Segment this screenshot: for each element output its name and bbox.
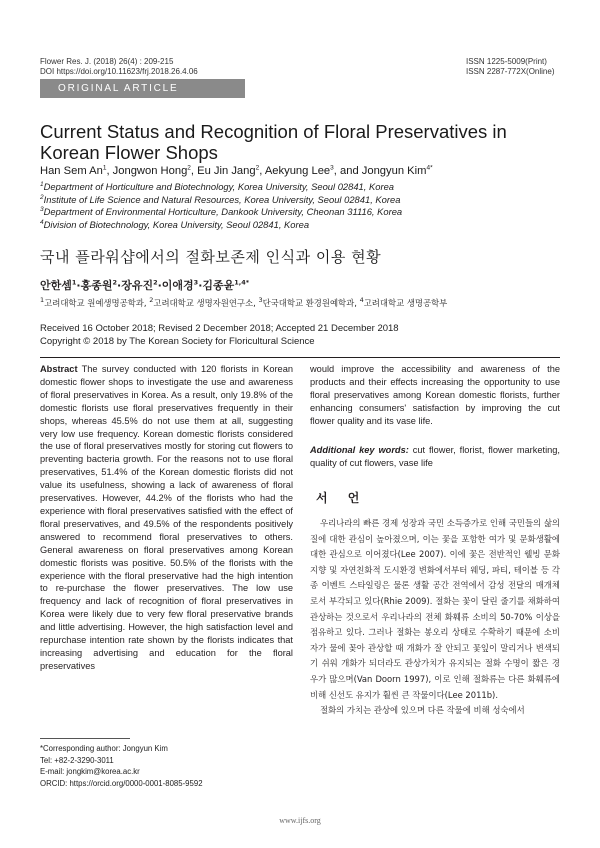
paper-title: Current Status and Recognition of Floral Preservatives in Korean Flower Shops <box>40 121 507 163</box>
paragraph: 우리나라의 빠른 경제 성장과 국민 소득증가로 인해 국민들의 삶의 질에 대한 관심이 높아졌으며, 이는 꽃을 포함한 여가 및 문화생활에 대한 관심으로 이어졌다(Lee 2007). 이에 꽃은 전반적인 웰빙 문화 지향 및 자연친화적 도시환경 변화에서부터 웨딩, 파티, 테이블 등 각종 이벤트 스타일링은 물론 생활 공간 전역에서 감성 전달의 매개체로서 부각되고 있다(Rhie 2009). 절화는 꽃이 달린 줄기를 채화하여 관상하는 것으로서 우리나라의 전체 화훼류 소비의 50-70% 이상을 점유하고 있다. 그러나 절화는 봉오리 상태로 수확하기 때문에 소비자가 물에 꽂아 관상할 때 개화가 잘 안되고 꽃잎이 말리거나 변색되기 쉬워 개화가 되더라도 관상가치가 유지되는 절화 수명이 짧은 경우가 많으며(Van Doorn 1997), 이로 인해 절화류는 다른 화훼류에 비해 신선도 유지가 훨씬 큰 작물이다(Lee 2011b). <box>310 518 560 700</box>
telephone: Tel: +82-2-3290-3011 <box>40 755 114 765</box>
keywords-text: cut flower, florist, flower marketing, quality of cut flowers, vase life <box>310 445 561 468</box>
orcid-link[interactable]: ORCID: https://orcid.org/0000-0001-8085-9592 <box>40 778 203 788</box>
author-affiliation-mark: 1 <box>102 164 107 172</box>
affiliation-line: $^4$Division of Biotechnology, Korea University, Seoul 02841, Korea <box>40 218 310 230</box>
author-list <box>40 165 433 177</box>
affiliation-line: $^2$Institute of Life Science and Natural Resources, Korea University, Seoul 02841, Korea <box>40 193 401 205</box>
publication-history <box>40 322 399 348</box>
korean-title: 국내 플라워샵에서의 절화보존제 인식과 이용 현황 <box>40 248 382 266</box>
keywords-block <box>310 444 560 470</box>
email-link[interactable]: E-mail: jongkim@korea.ac.kr <box>40 767 140 777</box>
copyright-line: Copyright © 2018 by The Korean Society for Floricultural Science <box>40 336 315 347</box>
author-name: , Jongwon Hong <box>106 165 188 177</box>
correspondence-footnote <box>40 743 203 789</box>
author-name: , and Jongyun Kim <box>333 165 427 177</box>
author-affiliation-mark: 2 <box>187 164 191 172</box>
author-name: , Aekyung Lee <box>259 165 331 177</box>
abstract-label: Abstract <box>40 364 78 374</box>
issn-print: ISSN 1225-5009(Print) <box>466 57 547 66</box>
author-affiliation-mark: 4* <box>426 164 433 172</box>
header-divider <box>40 357 560 358</box>
author-name: Han Sem An <box>40 165 103 177</box>
affiliation-line: $^3$Department of Environmental Horticulture, Dankook University, Cheonan 31116, Korea <box>40 205 403 217</box>
doi-link[interactable]: DOI https://doi.org/10.11623/frj.2018.26.4.06 <box>40 67 198 76</box>
korean-author-list: 안한셈$^1$·홍종원$^2$·장유진$^2$·이애경$^3$·김종윤$^{1,4*}$ <box>40 278 250 292</box>
corresponding-author: *Corresponding author: Jongyun Kim <box>40 744 168 753</box>
abstract-text: The survey conducted with 120 florists in Korean domestic flower shops to investigate the use and awareness of floral preservatives in Korea. As a result, only 19.8% of the domestic florists use floral preservatives frequently in their shops, whereas 45.5% do not use them at all, suggesting very low use frequency. Korean domestic florists considered the use of floral preservatives mostly for storing cut flowers to preventing bacteria growth. For the reasons not to use floral preservatives, 51.4% of the Korean domestic florists did not value its usefulness, showing a lack of awareness of floral preservatives. However, 44.2% of the florists who had the experience with floral preservatives satisfied with the effect of floral preservatives, and 49.5% of the respondents positively answered to recommend floral preservatives to others. General awareness on floral preservatives among Korean domestic florists was positive. 50.5% of the florists with the experience with the floral preservative had the high intention to re-purchase the flower preservatives. The low use frequency and lack of recognition of floral preservatives in Korea were likely due to very few floral preservative brands and little advertising. However, the high satisfaction level and repurchase intention rate shown by the florists indicates that increasing advertising and education for the floral preservatives <box>40 364 293 671</box>
affiliation-list <box>40 181 402 231</box>
introduction-text <box>310 516 560 719</box>
affiliation-line: $^1$Department of Horticulture and Biotechnology, Korea University, Seoul 02841, Korea <box>40 180 394 192</box>
journal-citation: Flower Res. J. (2018) 26(4) : 209-215 <box>40 57 174 66</box>
footnote-divider <box>40 738 130 739</box>
author-affiliation-mark: 3 <box>330 164 334 172</box>
paragraph: 절화의 가치는 관상에 있으며 다른 작물에 비해 성숙에서 <box>320 705 525 716</box>
issn-online: ISSN 2287-772X(Online) <box>466 67 555 76</box>
abstract-block <box>40 363 293 673</box>
korean-affiliation-list: $^1$고려대학교 원예생명공학과, $^2$고려대학교 생명자원연구소, $^3$단국대학교 환경원예학과, $^4$고려대학교 생명공학부 <box>40 296 448 308</box>
section-heading-introduction: 서 언 <box>316 491 368 505</box>
journal-url[interactable]: www.ijfs.org <box>279 816 321 825</box>
author-affiliation-mark: 2 <box>255 164 260 172</box>
author-name: , Eu Jin Jang <box>190 165 256 177</box>
article-type-banner: ORIGINAL ARTICLE <box>40 79 245 98</box>
abstract-continued: would improve the accessibility and awareness of the products and their effects increasing the opportunity to use floral preservatives among Korean domestic florists, further enhancing consumers' satisfaction by improving the cut flower quality and its vase life. <box>310 364 560 426</box>
dates-line: Received 16 October 2018; Revised 2 December 2018; Accepted 21 December 2018 <box>40 323 399 334</box>
keywords-label: Additional key words: <box>310 445 409 455</box>
